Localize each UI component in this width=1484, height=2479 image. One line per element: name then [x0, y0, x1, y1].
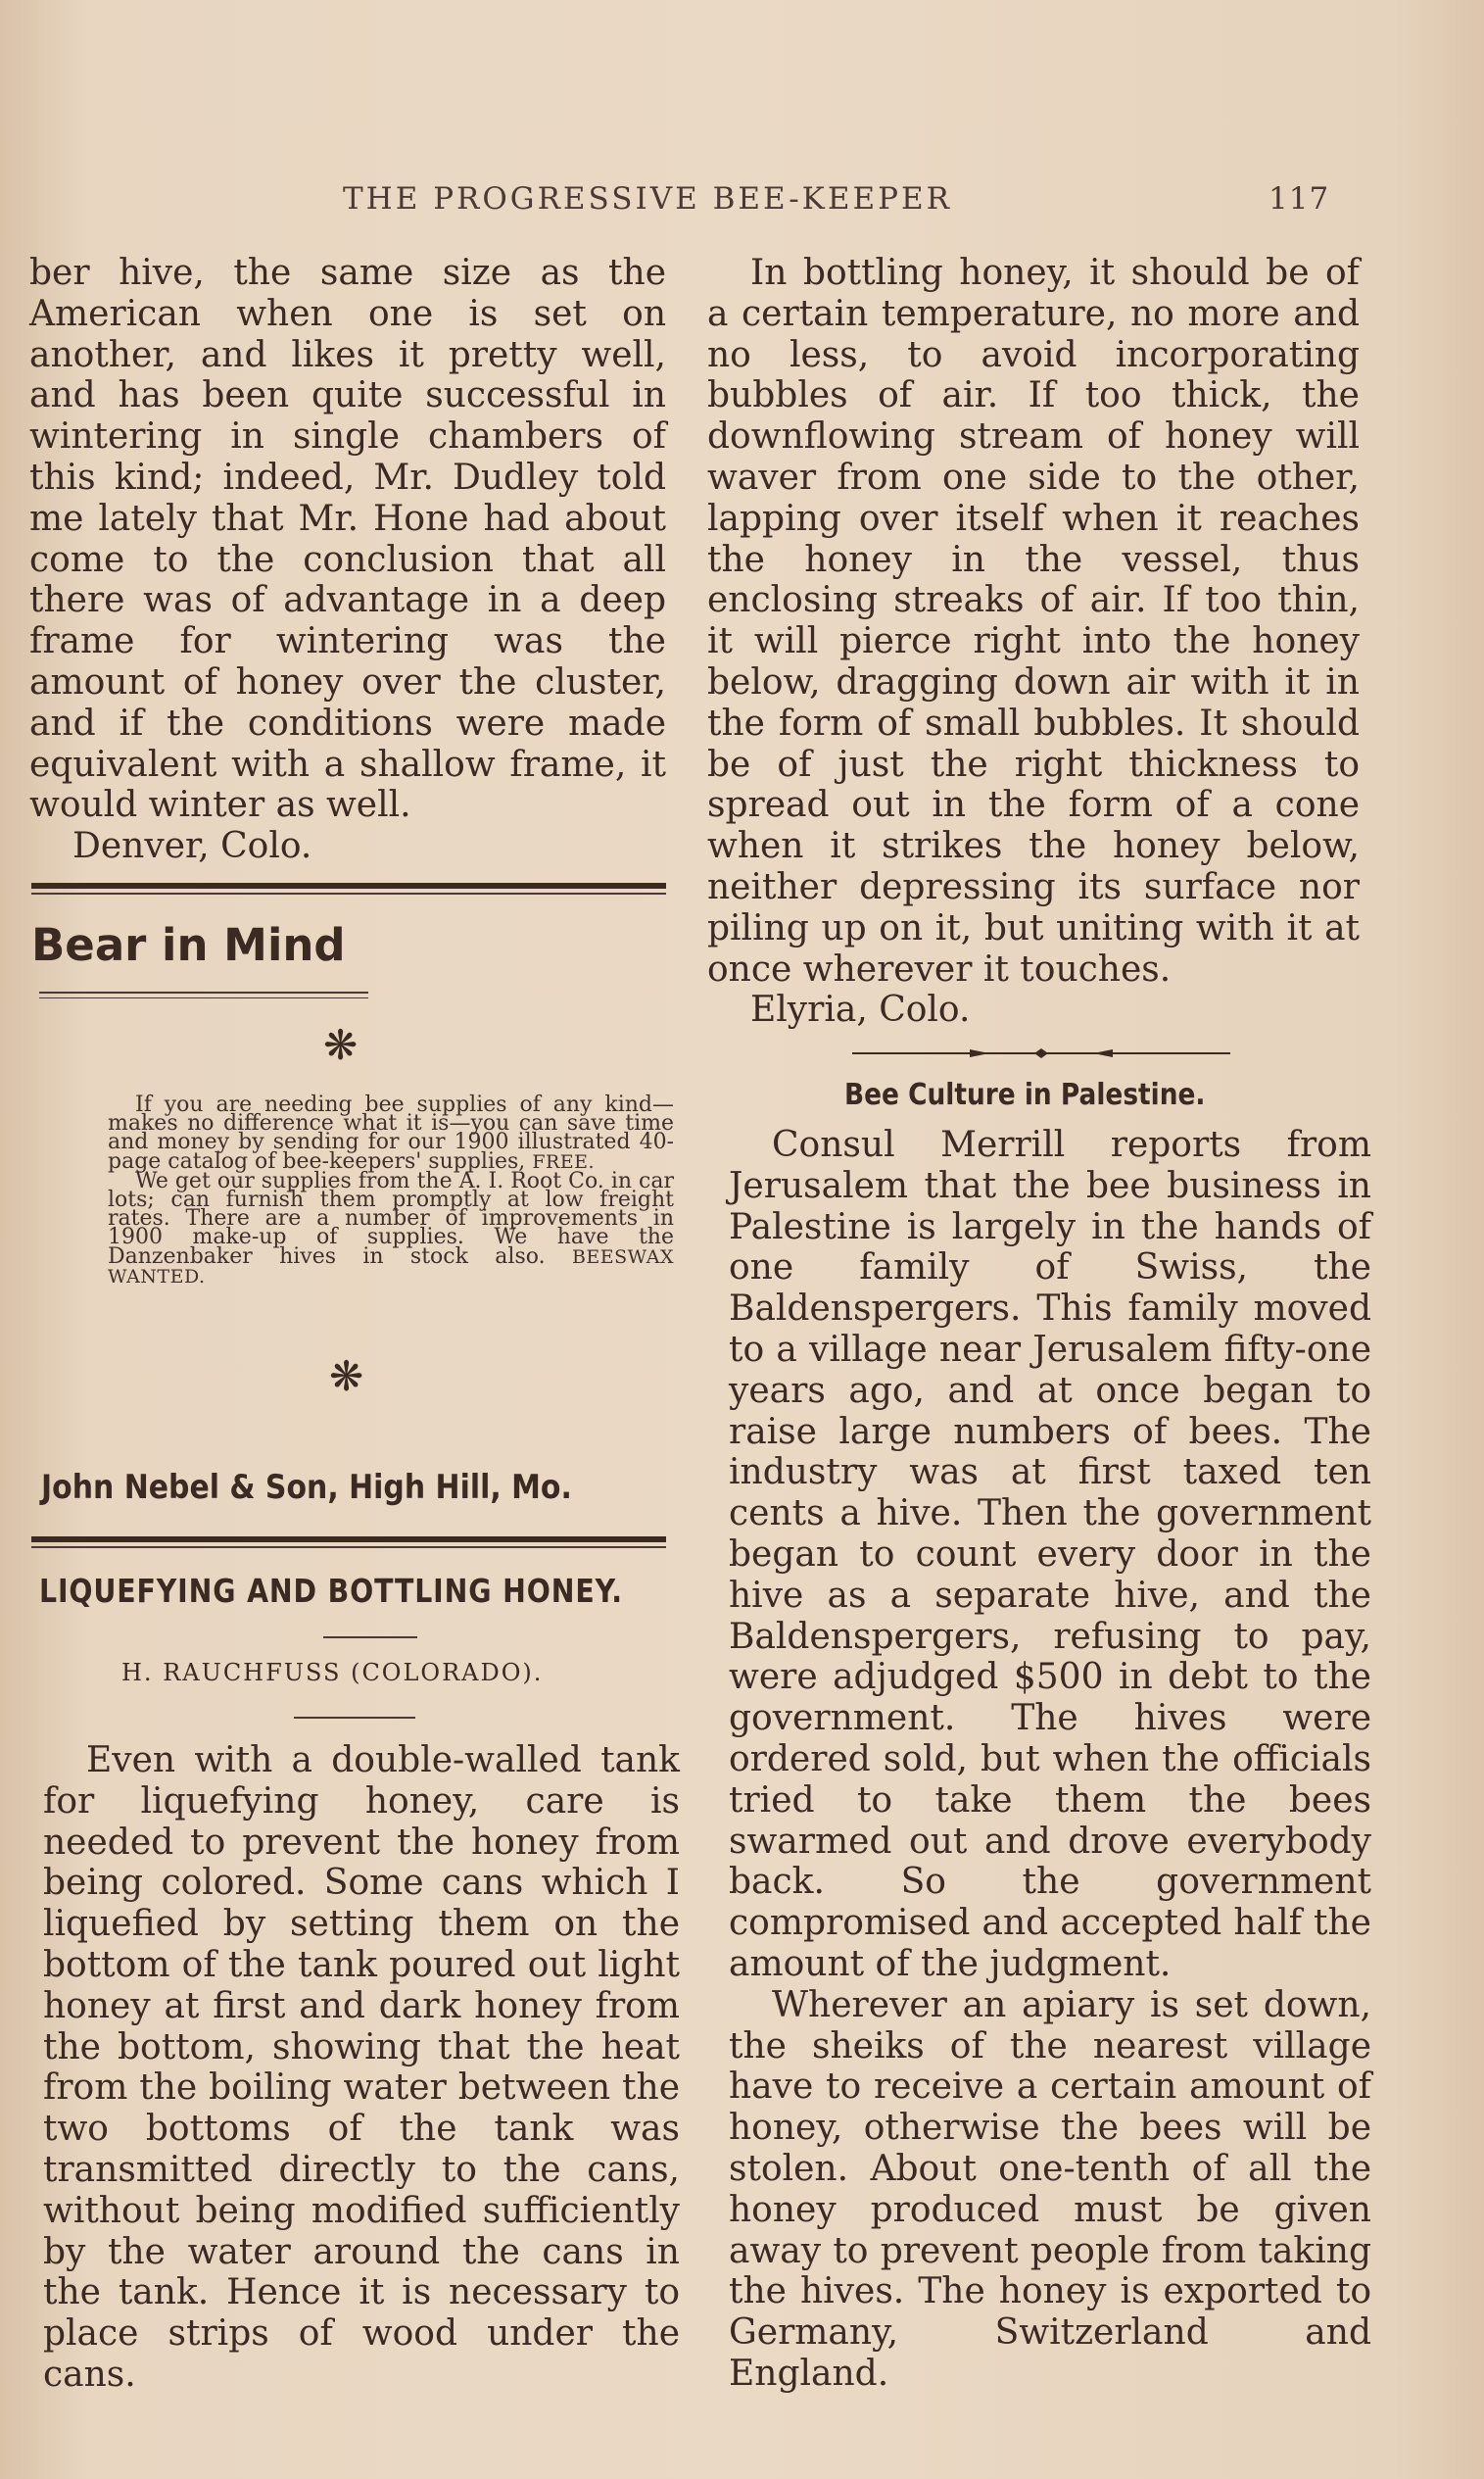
- page-number: 117: [1269, 181, 1330, 217]
- article-column-left: [43, 1740, 680, 2396]
- ad-heading: Bear in Mind: [31, 919, 346, 971]
- ad-body: [108, 1095, 674, 1287]
- byline-rule: [294, 1717, 415, 1719]
- left-column-continued-text: [29, 253, 666, 867]
- running-header: [343, 181, 1330, 217]
- divider-arrow-right: [1093, 1049, 1113, 1057]
- palestine-heading: Bee Culture in Palestine.: [844, 1078, 1206, 1112]
- palestine-column: [729, 1125, 1371, 2395]
- article-byline: H. RAUCHFUSS (COLORADO).: [121, 1659, 544, 1686]
- section-rule: [31, 883, 666, 889]
- ad-paragraph-2: [108, 1168, 674, 1288]
- divider-diamond: [1034, 1048, 1048, 1058]
- title-rule: [323, 1636, 417, 1638]
- ad-heading-underline-2: [39, 997, 368, 998]
- ad-signature: John Nebel & Son, High Hill, Mo.: [41, 1468, 572, 1507]
- article-paragraph-1: Even with a double-walled tank for liquefying honey, care is needed to prevent the honey from being colored. Some cans which I liquefied by setting them on the bottom of the tank poured out light honey at first and dark honey from the bottom, showing that the heat from the boiling water between the two bottoms of the tank was transmitted directly to the cans, without being modified sufficiently by the water around the cans in the tank. Hence it is necessary to place strips of wood under the cans.: [43, 1740, 680, 2395]
- ad-paragraph-1: [108, 1095, 674, 1172]
- ornament-icon: ❋: [323, 1021, 359, 1069]
- section-rule-thin: [31, 893, 666, 895]
- section-rule-2-thin: [31, 1546, 666, 1548]
- palestine-paragraph-1: Consul Merrill reports from Jerusalem that the bee business in Palestine is largely in the hands of one family of Swiss, the Baldenspergers. This family moved to a village near Jerusalem fifty-one years ago, and at once began to raise large numbers of bees. The industry was at first taxed ten cents a hive. Then the government began to count every door in the hive as a separate hive, and the Baldenspergers, refusing to pay, were adjudged $500 in debt to the government. The hives were ordered sold, but when the officials tried to take them the bees swarmed out and drove everybody back. So the government compromised and accepted half the amount of the judgment.: [729, 1125, 1371, 1984]
- divider-arrow-left: [970, 1049, 989, 1057]
- ad-free-label: FREE.: [532, 1150, 596, 1173]
- place-dateline: Denver, Colo.: [72, 826, 312, 867]
- section-rule-2: [31, 1536, 666, 1542]
- ad-beeswax-label: BEESWAX WANTED.: [108, 1245, 674, 1288]
- continued-paragraph: ber hive, the same size as the American when one is set on another, and likes it pretty well, and has been quite successful in wintering in single chambers of this kind; indeed, Mr. Dudley told me lately that Mr. Hone had about come to the conclusion that all there was of advantage in a deep frame for wintering was the amount of honey over the cluster, and if the conditions were made equivalent with a shallow frame, it would winter as well.: [29, 253, 666, 826]
- article-title: LIQUEFYING AND BOTTLING HONEY.: [39, 1572, 623, 1610]
- section-divider: [852, 1046, 1230, 1060]
- journal-title: THE PROGRESSIVE BEE-KEEPER: [343, 181, 952, 217]
- ornament-icon-2: ❋: [329, 1352, 364, 1400]
- ad-text-1: If you are needing bee supplies of any kind—makes no difference what it is—you can save time and money by sending for our 1900 illustrated 40-page catalog of bee-keepers' supplies,: [108, 1093, 674, 1174]
- article-place: Elyria, Colo.: [750, 990, 971, 1031]
- ad-text-2: We get our supplies from the A. I. Root Co. in car lots; can furnish them promptly at low freight rates. There are a number of improvements in 1900 make-up of supplies. We have the Danzenbaker hives in stock also.: [108, 1168, 674, 1269]
- ad-heading-underline: [39, 992, 368, 994]
- article-paragraph-2: In bottling honey, it should be of a certain temperature, no more and no less, to avoid incorporating bubbles of air. If too thick, the downflowing stream of honey will waver from one side to the other, lapping over itself when it reaches the honey in the vessel, thus enclosing streaks of air. If too thin, it will pierce right into the honey below, dragging down air with it in the form of small bubbles. It should be of just the right thickness to spread out in the form of a cone when it strikes the honey below, neither depressing its surface nor piling up on it, but uniting with it at once wherever it touches.: [707, 253, 1360, 990]
- article-column-right: [707, 253, 1360, 1031]
- palestine-paragraph-2: Wherever an apiary is set down, the sheiks of the nearest village have to receive a certain amount of honey, otherwise the bees will be stolen. About one-tenth of all the honey produced must be given away to prevent people from taking the hives. The honey is exported to Germany, Switzerland and England.: [729, 1984, 1371, 2394]
